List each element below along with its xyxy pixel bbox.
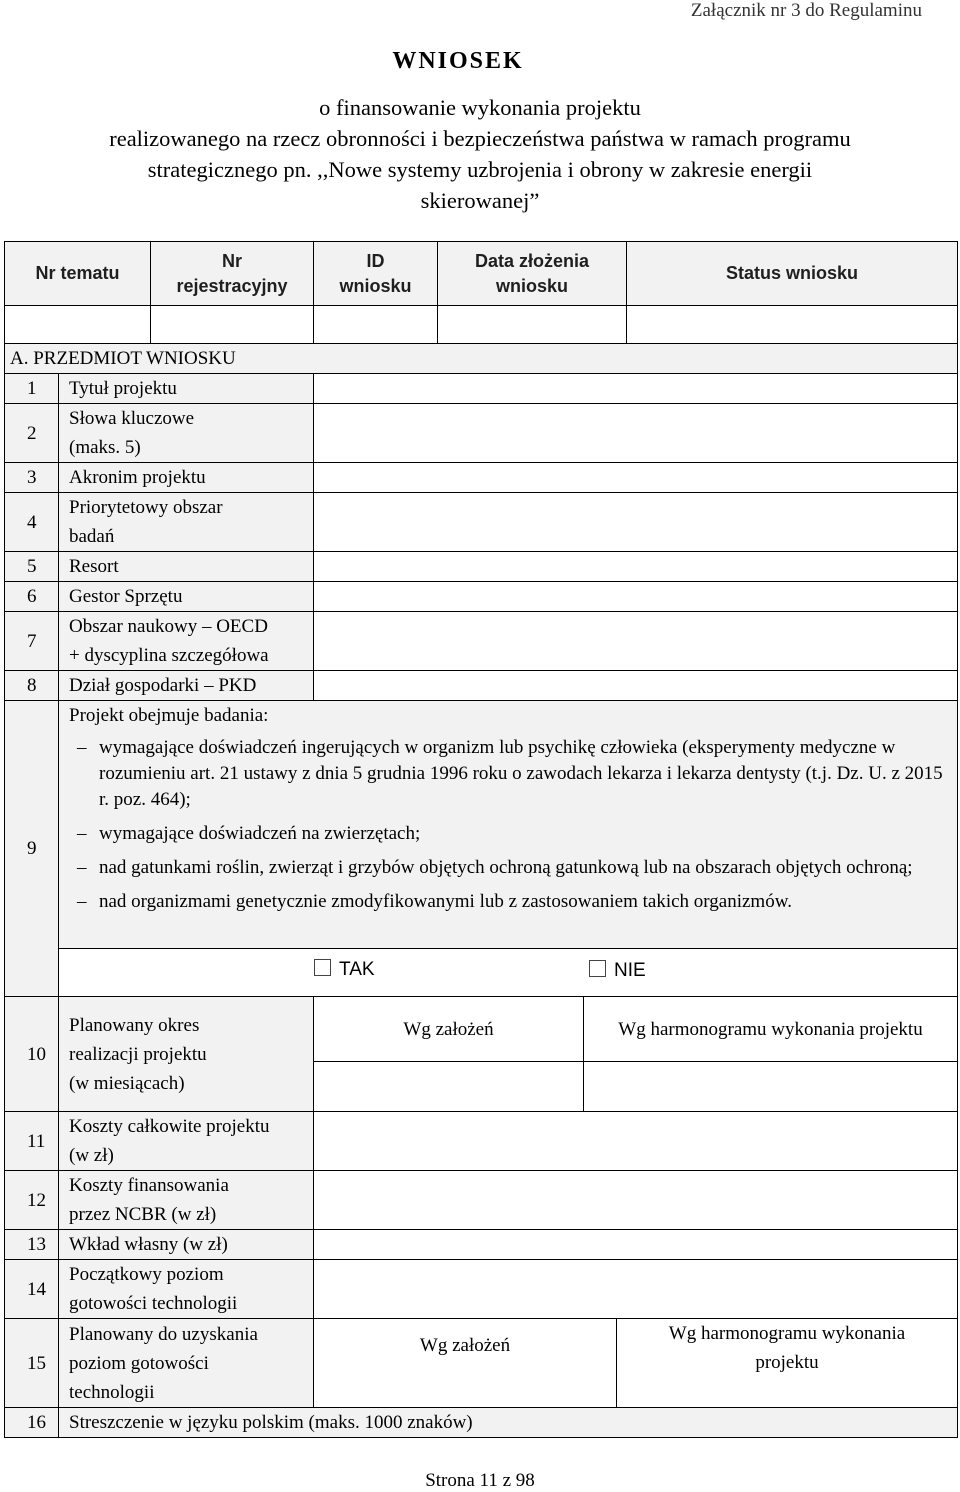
- row-number: 9: [5, 701, 59, 997]
- checkbox-icon[interactable]: [589, 960, 606, 977]
- badania-intro: Projekt obejmuje badania:: [69, 705, 269, 726]
- row-number: 13: [5, 1230, 59, 1260]
- subtitle-line: realizowanego na rzecz obronności i bezpieczeństwa państwa w ramach programu: [109, 126, 851, 151]
- row-label-akronim: Akronim projektu: [59, 463, 314, 493]
- row-label-planowany-poziom: Planowany do uzyskania poziom gotowości technologii: [59, 1319, 314, 1408]
- row-number: 11: [5, 1112, 59, 1171]
- list-item: – nad organizmami genetycznie zmodyfikowanymi lub z zastosowaniem takich organizmów.: [69, 889, 947, 915]
- row-label-poczatkowy-poziom: Początkowy poziom gotowości technologii: [59, 1260, 314, 1319]
- row-number: 4: [5, 493, 59, 552]
- row-label-resort: Resort: [59, 552, 314, 582]
- row-label-tytul: Tytuł projektu: [59, 374, 314, 404]
- row-number: 16: [5, 1408, 59, 1438]
- resort-field[interactable]: [314, 552, 958, 582]
- badania-list: [69, 735, 947, 915]
- wklad-wlasny-field[interactable]: [314, 1230, 958, 1260]
- registry-header-table: [4, 241, 958, 344]
- list-item: – nad gatunkami roślin, zwierząt i grzybów objętych ochroną gatunkową lub na obszarach objętych ochroną;: [69, 855, 947, 881]
- obszar-naukowy-field[interactable]: [314, 612, 958, 671]
- document-subtitle: [0, 92, 960, 216]
- row-number: 14: [5, 1260, 59, 1319]
- nr-tematu-value[interactable]: [5, 306, 151, 344]
- row-number: 6: [5, 582, 59, 612]
- okres-wg-zalozen-field[interactable]: [314, 1062, 584, 1112]
- checkbox-icon[interactable]: [314, 959, 331, 976]
- row-number: 10: [5, 997, 59, 1112]
- annex-label: Załącznik nr 3 do Regulaminu: [690, 0, 922, 21]
- data-zlozenia-value[interactable]: [438, 306, 627, 344]
- row-number: 5: [5, 552, 59, 582]
- subtitle-line: o finansowanie wykonania projektu: [319, 95, 641, 120]
- id-wniosku-value[interactable]: [314, 306, 438, 344]
- nr-rejestracyjny-value[interactable]: [151, 306, 314, 344]
- page-number: Strona 11 z 98: [425, 1470, 535, 1491]
- header-nr-tematu: Nr tematu: [5, 242, 151, 306]
- row-label-koszty-ncbr: Koszty finansowania przez NCBR (w zł): [59, 1171, 314, 1230]
- dzial-gospodarki-field[interactable]: [314, 671, 958, 701]
- row-number: 7: [5, 612, 59, 671]
- akronim-field[interactable]: [314, 463, 958, 493]
- row-label-streszczenie: Streszczenie w języku polskim (maks. 1000 znaków): [59, 1408, 958, 1438]
- row-number: 3: [5, 463, 59, 493]
- nie-option[interactable]: NIE: [589, 956, 646, 985]
- section-a-heading: A. PRZEDMIOT WNIOSKU: [5, 344, 958, 374]
- poczatkowy-poziom-field[interactable]: [314, 1260, 958, 1319]
- subtitle-line: strategicznego pn. ,,Nowe systemy uzbrojenia i obrony w zakresie energii: [147, 157, 813, 182]
- koszty-ncbr-field[interactable]: [314, 1171, 958, 1230]
- row-number: 2: [5, 404, 59, 463]
- status-wniosku-value[interactable]: [627, 306, 958, 344]
- header-data-zlozenia: Data złożenia wniosku: [438, 242, 627, 306]
- slowa-kluczowe-field[interactable]: [314, 404, 958, 463]
- planowany-wg-zalozen-header: Wg założeń: [314, 1319, 617, 1408]
- tak-option[interactable]: TAK: [314, 955, 375, 984]
- document-title: WNIOSEK: [392, 48, 524, 74]
- row-number: 15: [5, 1319, 59, 1408]
- list-item: – wymagające doświadczeń na zwierzętach;: [69, 821, 947, 847]
- list-item: – wymagające doświadczeń ingerujących w organizm lub psychikę człowieka (eksperymenty medyczne w rozumieniu art. 21 ustawy z dnia 5 grudnia 1996 roku o zawodach lekarza i lekarza dentysty (t.j. Dz. U. z 2015 r. poz. 464);: [69, 735, 947, 813]
- obszar-badan-field[interactable]: [314, 493, 958, 552]
- header-status-wniosku: Status wniosku: [627, 242, 958, 306]
- row-label-dzial-gospodarki: Dział gospodarki – PKD: [59, 671, 314, 701]
- row-label-slowa-kluczowe: Słowa kluczowe (maks. 5): [59, 404, 314, 463]
- row-number: 8: [5, 671, 59, 701]
- row-number: 1: [5, 374, 59, 404]
- koszty-calkowite-field[interactable]: [314, 1112, 958, 1171]
- okres-wg-harmonogramu-field[interactable]: [584, 1062, 958, 1112]
- subtitle-line: skierowanej”: [420, 188, 540, 213]
- header-nr-rejestracyjny: Nr rejestracyjny: [151, 242, 314, 306]
- application-form-table: [4, 343, 958, 1438]
- row-label-gestor: Gestor Sprzętu: [59, 582, 314, 612]
- gestor-field[interactable]: [314, 582, 958, 612]
- wg-harmonogramu-header: Wg harmonogramu wykonania projektu: [584, 997, 958, 1062]
- row-number: 12: [5, 1171, 59, 1230]
- planowany-wg-harmonogramu-header: Wg harmonogramu wykonania projektu: [617, 1319, 958, 1408]
- wg-zalozen-header: Wg założeń: [314, 997, 584, 1062]
- tytul-projektu-field[interactable]: [314, 374, 958, 404]
- row-label-obszar-badan: Priorytetowy obszar badań: [59, 493, 314, 552]
- header-id-wniosku: ID wniosku: [314, 242, 438, 306]
- row-label-obszar-naukowy: Obszar naukowy – OECD + dyscyplina szczegółowa: [59, 612, 314, 671]
- badania-description: [59, 701, 958, 949]
- badania-answer: [59, 949, 958, 997]
- row-label-koszty-calkowite: Koszty całkowite projektu (w zł): [59, 1112, 314, 1171]
- row-label-okres-realizacji: Planowany okres realizacji projektu (w miesiącach): [59, 997, 314, 1112]
- row-label-wklad-wlasny: Wkład własny (w zł): [59, 1230, 314, 1260]
